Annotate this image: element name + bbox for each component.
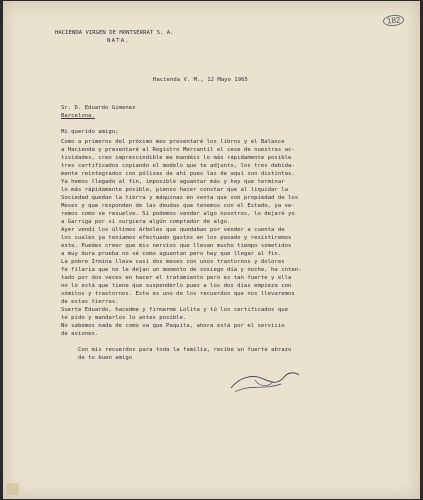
archive-mark [7,483,19,495]
body-line: Sociedad quedan la tierra y máquinas en venta que son propiedad de los [61,195,299,201]
body-line: tres certificados copiando el modelo que te adjunto, los tres debida- [61,163,295,169]
body-line: La pobre Irmina lleva casi dos meses con unos trastornos y dolores [61,259,285,265]
salutation: Mi querido amigo; [61,129,119,135]
letterhead-location: NATA. [107,38,130,44]
body-line: Ya hemos llegado al fin, imposible aguantar más y hay que terminar [61,179,285,185]
body-line: tividades, creo imprescindible me mandéis lo más rápidamente posible [61,155,292,161]
body-line: a muy dura prueba no sé como aguantan pero hay que llegar al fin. [61,251,282,257]
body-line: Suerte Eduardo, hacedme y firmarme Lolita y tú los certificados que [61,307,288,313]
body-line: a Garriga por si surgiera algún comprador de algo. [61,219,231,225]
body-line: de aviones. [61,331,99,337]
body-line: fe filaria que no le dejan un momento de sosiego día y noche, ha inten- [61,267,302,273]
letter-closing [78,346,291,362]
page-number: 182 [382,14,404,27]
body-line: Ayer vendí los últimos árboles que quedaban por vender a cuenta de [61,227,285,233]
letterhead-company: HACIENDA VIRGEN DE MONTSERRAT S. A. [55,30,174,36]
body-line: vómitos y trastornos. Este es uno de los recuerdos que nos llevaremos [61,291,295,297]
body-line: mente reintegrados con pólizas de ahí pues las de aquí son distintas. [61,171,295,177]
letter-body [61,138,302,338]
addressee-city: Barcelona. [61,113,95,119]
body-line: No sabemos nada de como va que Paquita, ahora está por el servicio [61,323,285,329]
closing-line: de tu buen amigo [78,355,133,361]
body-line: te pido y mandarlos lo antes posible. [61,315,187,321]
addressee-name: Sr. D. Eduardo Gimenez [61,105,136,111]
closing-line: Con mis recuerdos para toda la familia, recibe un fuerte abrazo [78,347,292,353]
body-line: lo más rápidamente posible, pienso hacer constar que al liquidar la [61,187,288,193]
body-line: de estas tierras. [61,299,119,305]
letter-page [3,1,420,499]
date-line: Hacienda V. M., 12 Mayo 1965 [153,77,248,83]
body-line: Como a primeros del próximo mes presentaré los libros y el Balance [61,139,285,145]
body-line: a Hacienda y presentaré al Registro Mercantil el cese de nuestras ac- [61,147,295,153]
addressee-block [61,104,136,120]
letterhead [55,29,174,45]
body-line: este. Puedes creer que mis nervios que llevan mucho tiempo sometidos [61,243,292,249]
body-line: Meses y que responden de las deudas que tenemos con el Estado, ya ve- [61,203,295,209]
body-line: no lo está que tiene que suspenderlo pues a los dos días empieza con [61,283,292,289]
handwritten-signature [225,366,305,398]
body-line: tado por dos veces en hacer el tratamiento pero es tan fuerte y ella [61,275,292,281]
body-line: los cuales ya teníamos efectuado gastos en los pasado y resistiremos [61,235,292,241]
body-line: remos como se resuelve. Si podemos vender algo nosotros, lo dejaré yo [61,211,295,217]
